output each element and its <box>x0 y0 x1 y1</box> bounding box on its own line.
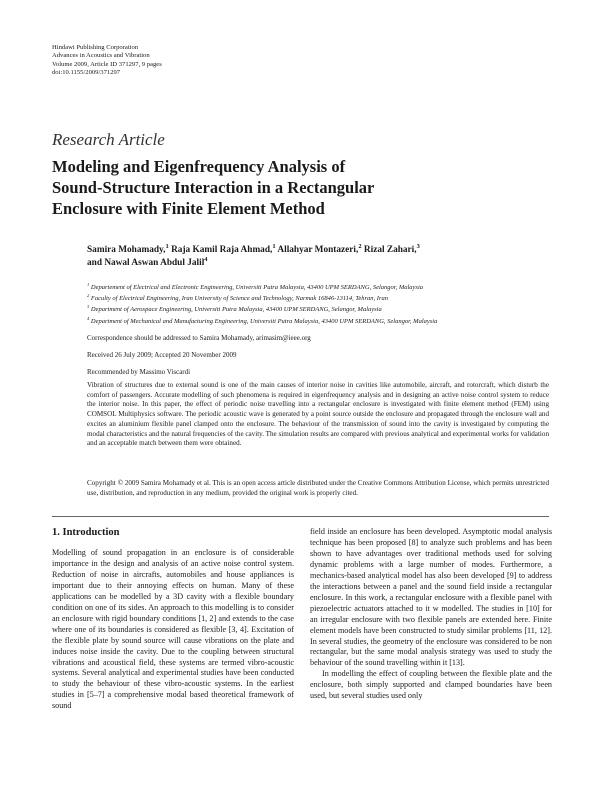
body-paragraph: field inside an enclosure has been developed. Asymptotic modal analysis technique has been proposed [8] to analyze such problems and has been shown to have advantages over traditional methods used for solving dynamic problems with a large number of modes. Furthermore, a mechanics-based analytical model has also been developed [9] to address the interactions between a panel and the sound field inside a rectangular enclosure. In this work, a rectangular enclosure with a flexible panel with piezoelectric actuators attached to it w modelled. The studies in [10] for an irregular enclosure with two flexible panels are extended here. Finite element models have been constructed to study similar problems [11, 12]. In several studies, the geometry of the enclosure was considered to be non rectangular, but the same modal analysis strategy was used to study the behaviour of the sound travelling within it [13]. <box>310 527 552 668</box>
affil-mark: 1 <box>87 281 90 287</box>
author-line <box>87 257 420 270</box>
correspondence-line: Correspondence should be addressed to Samira Mohamady, arimasim@ieee.org <box>87 334 311 342</box>
title-line: Enclosure with Finite Element Method <box>52 199 325 218</box>
affil-text: Department of Aerospace Engineering, Universiti Putra Malaysia, 43400 UPM SERDANG, Selangor, Malaysia <box>90 306 382 314</box>
author-name: Allahyar Montazeri, <box>277 245 359 255</box>
section-heading-introduction: 1. Introduction <box>52 527 120 538</box>
doi: doi:10.1155/2009/371297 <box>52 68 121 76</box>
author-affil-mark: 1 <box>272 242 276 250</box>
affil-text: Departement of Electrical and Electronic Engineering, Universiti Putra Malaysia, 43400 UPM SERDANG, Selangor, Malaysia <box>90 284 424 291</box>
body-paragraph: Modelling of sound propagation in an enclosure is of considerable importance in the design and analysis of an active noise control system. Reduction of noise in aircrafts, automobiles and house appliances is important due to their annoying effects on human. Many of these applications can be modelled by a 3D cavity with a flexible boundary condition on one of its sides. An approach to this modelling is to consider an enclosure with rigid boundary conditions [1, 2] and extends to the case where one of its boundaries is considered as flexible [3, 4]. Excitation of the flexible plate by sound source will cause vibrations on the plate and induces noise inside the cavity. Due to the coupling between structural vibrations and acoustical field, these systems are termed vibro-acoustic systems. Several analytical and experimental studies have been conducted to study the behaviour of these vibro-acoustic systems. In the earliest studies in [5–7] a comprehensive modal based theoretical framework of sound <box>52 548 294 711</box>
affiliation <box>87 282 437 293</box>
section-divider <box>52 516 549 517</box>
affil-mark: 4 <box>87 315 90 321</box>
copyright-notice: Copyright © 2009 Samira Mohamady et al. This is an open access article distributed under the Creative Commons Attribution License, which permits unrestricted use, distribution, and reproduction in any medium, provided the original work is properly cited. <box>87 479 549 497</box>
received-line: Received 26 July 2009; Accepted 20 November 2009 <box>87 351 237 359</box>
abstract: Vibration of structures due to external sound is one of the main causes of interior noise in cavities like automobile, aircraft, and rotorcraft, which disturb the comfort of passengers. Accurate modelling of such phenomena is required in eigenfrequency analysis and in designing an active noise control system to reduce the interior noise. In this paper, the effect of periodic noise travelling into a rectangular enclosure is investigated with finite element method (FEM) using COMSOL Multiphysics software. The periodic acoustic wave is generated by a point source outside the enclosure and propagated through the enclosure wall and excites an aluminium flexible panel clamped onto the enclosure. The behaviour of the transmission of sound into the cavity is investigated by computing the modal characteristics and the natural frequencies of the cavity. The simulation results are compared with previous analytical and experimental works for validation and an acceptable match between them were obtained. <box>87 381 549 448</box>
affil-mark: 3 <box>87 304 90 310</box>
publisher: Hindawi Publishing Corporation <box>52 44 139 51</box>
left-column <box>52 548 294 712</box>
publication-info <box>52 44 162 77</box>
author-line <box>87 244 420 257</box>
journal-name: Advances in Acoustics and Vibration <box>52 52 150 60</box>
right-column <box>310 527 552 702</box>
title-line: Modeling and Eigenfrequency Analysis of <box>52 157 346 176</box>
affiliation-list <box>87 282 437 327</box>
author-list <box>87 244 420 270</box>
paper-title <box>52 156 374 219</box>
article-type: Research Article <box>52 130 165 149</box>
author-affil-mark: 4 <box>204 255 208 263</box>
author-affil-mark: 3 <box>416 242 420 250</box>
affil-text: Department of Mechanical and Manufacturing Engineering, Universiti Putra Malaysia, 43400 UPM SERDANG, Selangor, Malaysia <box>90 317 438 325</box>
title-line: Sound-Structure Interaction in a Rectangular <box>52 178 375 197</box>
affil-text: Faculty of Electrical Engineering, Iran University of Science and Technology, Narmak 16846-13114, Tehran, Iran <box>90 295 388 303</box>
body-paragraph: In modelling the effect of coupling between the flexible plate and the enclosure, both simply supported and clamped boundaries have been used, but several studies used only <box>310 669 552 701</box>
author-name: Raja Kamil Raja Ahmad, <box>171 245 273 255</box>
recommended-line: Recommended by Massimo Viscardi <box>87 368 191 376</box>
affiliation <box>87 293 437 304</box>
affil-mark: 2 <box>87 293 90 299</box>
volume-line: Volume 2009, Article ID 371297, 9 pages <box>52 60 162 68</box>
affiliation <box>87 316 437 327</box>
author-name: and Nawal Aswan Abdul Jalil <box>87 258 205 268</box>
affiliation <box>87 304 437 315</box>
author-name: Rizal Zahari, <box>363 245 417 255</box>
author-name: Samira Mohamady, <box>87 245 166 255</box>
author-affil-mark: 1 <box>165 242 169 250</box>
author-affil-mark: 2 <box>358 242 362 250</box>
